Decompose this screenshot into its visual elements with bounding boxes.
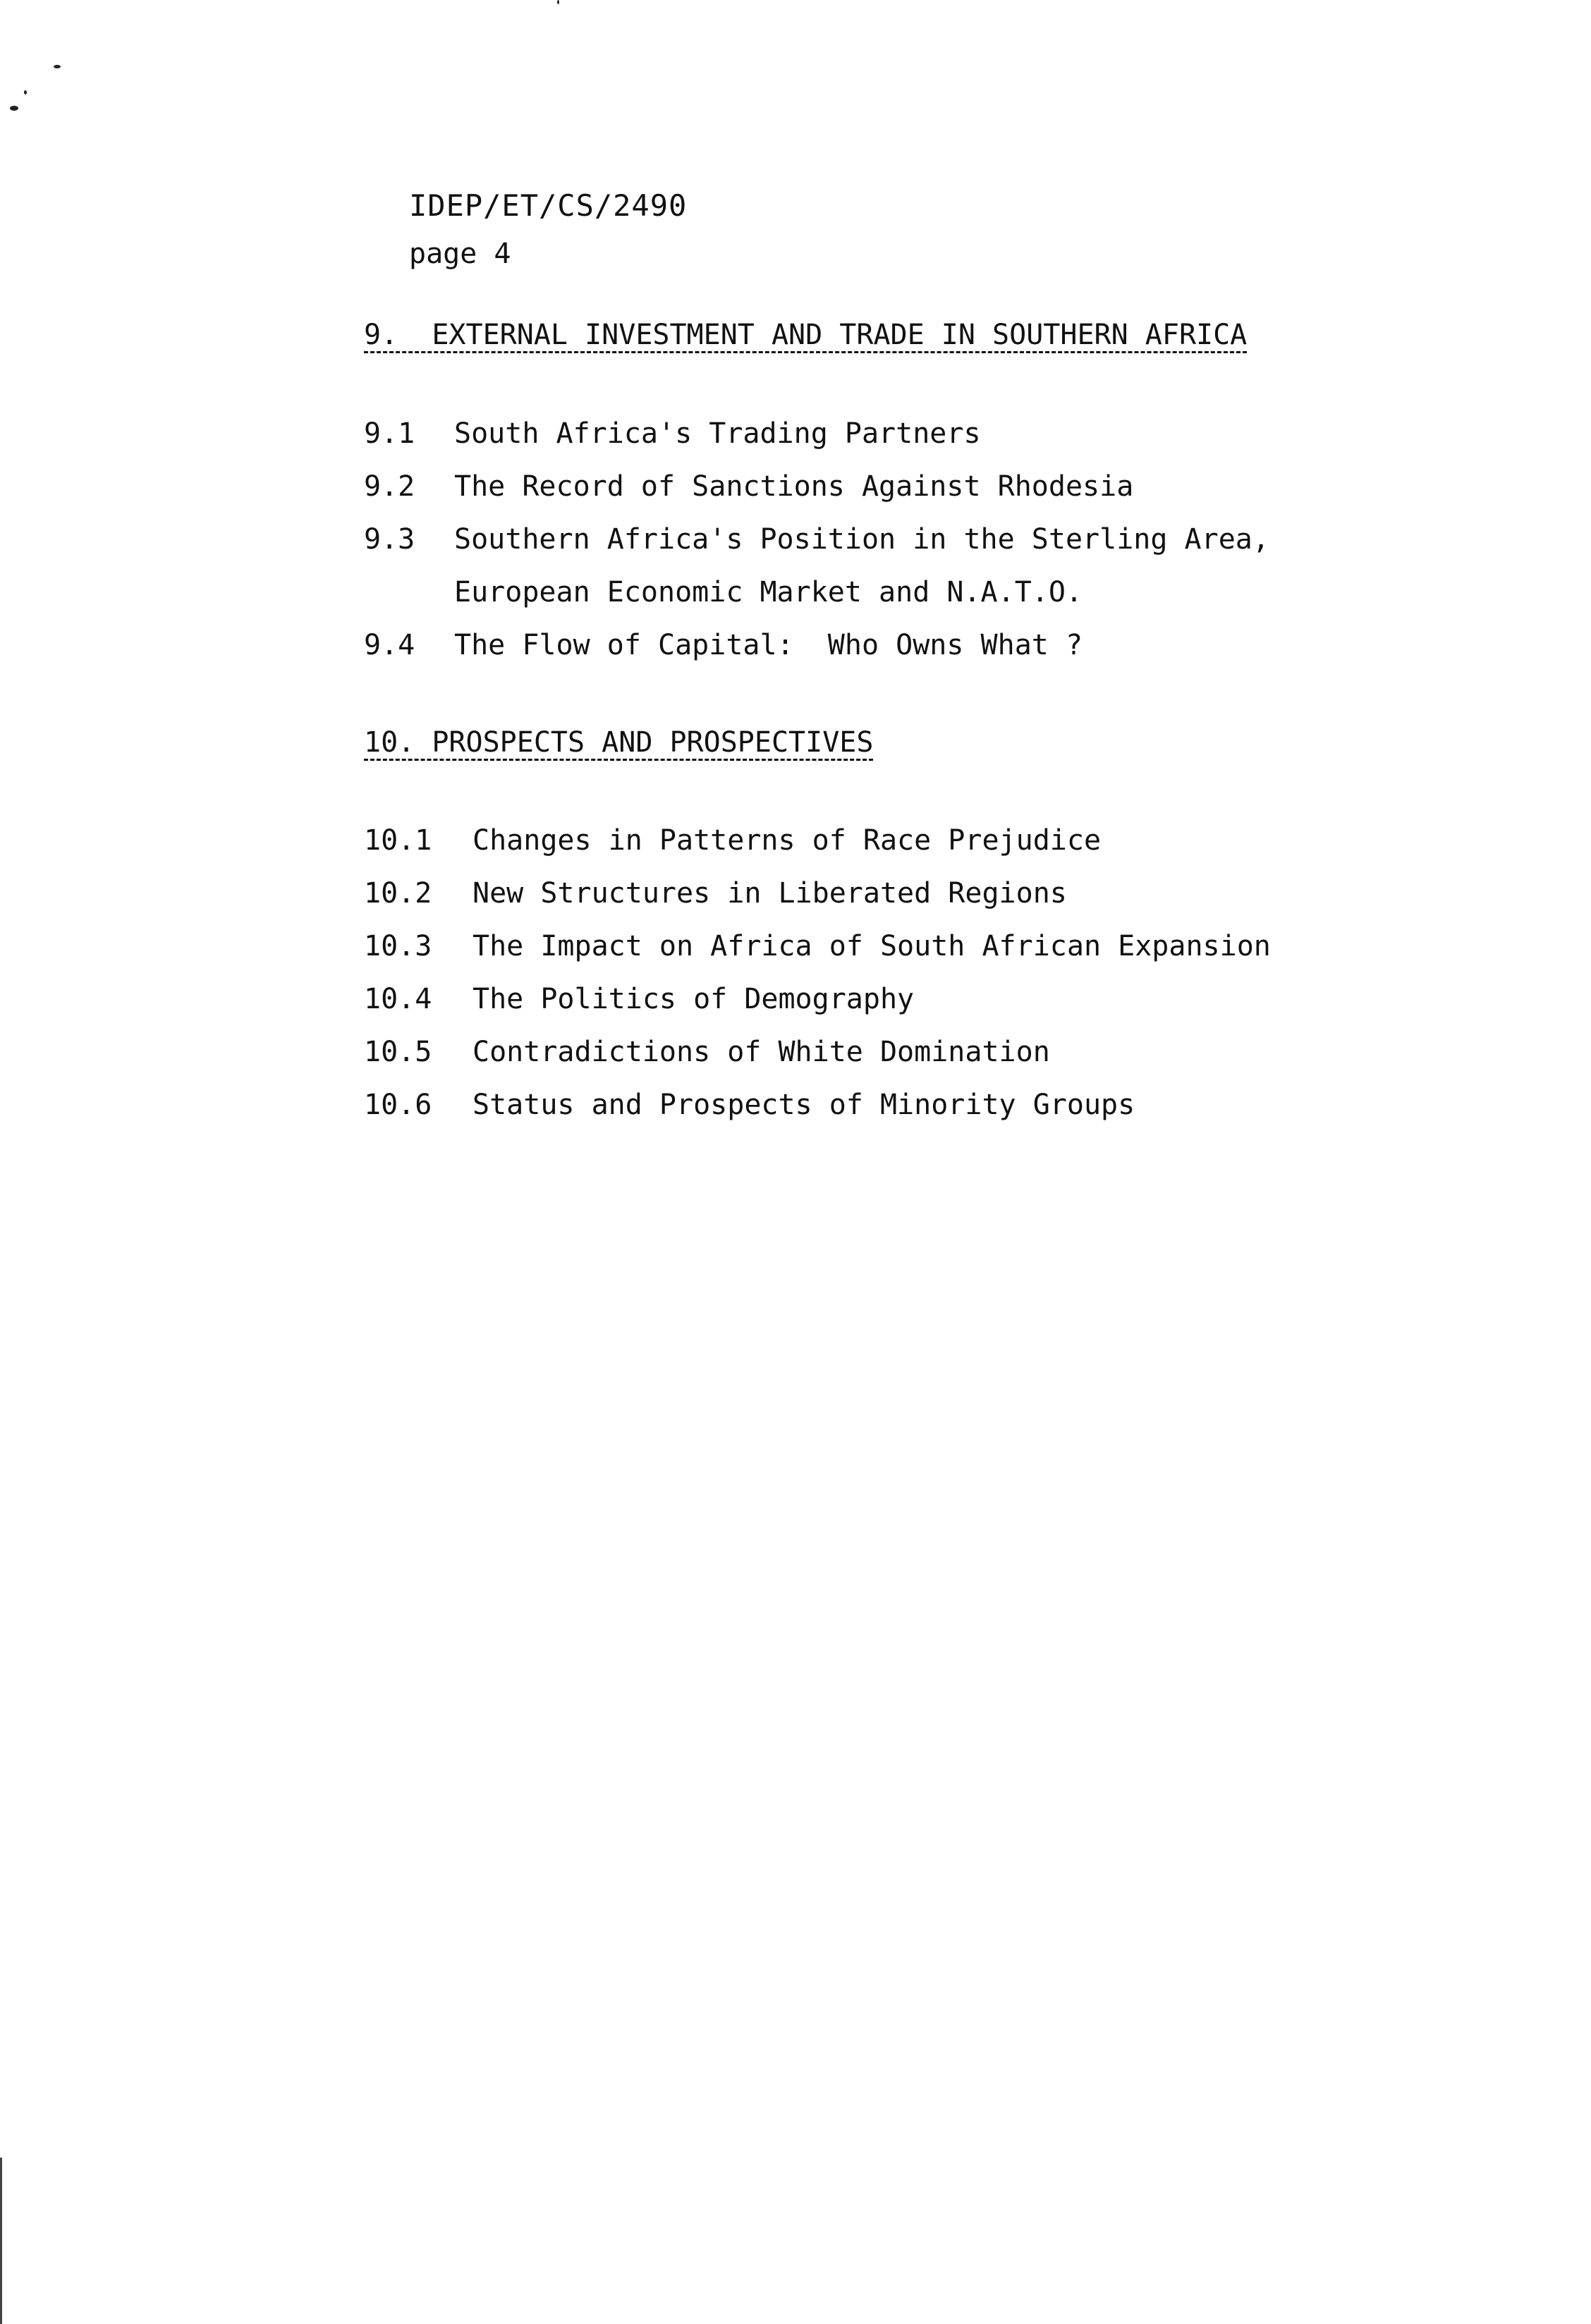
list-item xyxy=(364,867,1271,920)
item-text-continuation: European Economic Market and N.A.T.O. xyxy=(454,576,1083,608)
scan-speck xyxy=(54,65,61,68)
item-text: New Structures in Liberated Regions xyxy=(473,877,1067,910)
item-number: 9.1 xyxy=(364,417,415,450)
section-heading-10: 10. PROSPECTS AND PROSPECTIVES xyxy=(364,726,874,759)
scan-margin-line xyxy=(0,2158,2,2324)
item-text: Changes in Patterns of Race Prejudice xyxy=(473,824,1102,857)
scan-speck xyxy=(10,106,18,111)
list-item xyxy=(364,920,1271,973)
list-item xyxy=(364,814,1271,867)
item-number: 10.3 xyxy=(364,930,432,962)
list-item xyxy=(364,513,1269,619)
item-text: Status and Prospects of Minority Groups xyxy=(473,1089,1135,1121)
page-number: page 4 xyxy=(409,238,511,270)
scan-speck xyxy=(557,0,559,4)
list-item xyxy=(364,619,1269,672)
item-text: Southern Africa's Position in the Sterling Area, xyxy=(454,523,1269,556)
document-header xyxy=(409,185,687,275)
section-10-list xyxy=(364,814,1271,1132)
item-number: 10.1 xyxy=(364,824,432,857)
item-number: 10.6 xyxy=(364,1089,432,1121)
section-heading-9: 9. EXTERNAL INVESTMENT AND TRADE IN SOUTHERN AFRICA xyxy=(364,319,1248,351)
item-number: 10.4 xyxy=(364,983,432,1015)
item-text: The Flow of Capital: Who Owns What ? xyxy=(454,629,1083,661)
item-text: The Politics of Demography xyxy=(473,983,915,1015)
list-item xyxy=(364,408,1269,460)
list-item xyxy=(364,973,1271,1026)
section-9-list xyxy=(364,408,1269,672)
item-text: The Impact on Africa of South African Expansion xyxy=(473,930,1271,962)
document-reference: IDEP/ET/CS/2490 xyxy=(409,188,688,223)
item-text-block xyxy=(454,513,1269,619)
item-number: 9.3 xyxy=(364,523,415,556)
item-text: Contradictions of White Domination xyxy=(473,1036,1050,1068)
list-item xyxy=(364,1079,1271,1132)
list-item xyxy=(364,1026,1271,1079)
item-number: 9.2 xyxy=(364,470,415,503)
item-text: South Africa's Trading Partners xyxy=(454,417,981,450)
item-text: The Record of Sanctions Against Rhodesia xyxy=(454,470,1134,503)
item-number: 10.5 xyxy=(364,1036,432,1068)
item-number: 10.2 xyxy=(364,877,432,910)
item-number: 9.4 xyxy=(364,629,415,661)
list-item xyxy=(364,460,1269,513)
scan-speck xyxy=(24,90,27,94)
